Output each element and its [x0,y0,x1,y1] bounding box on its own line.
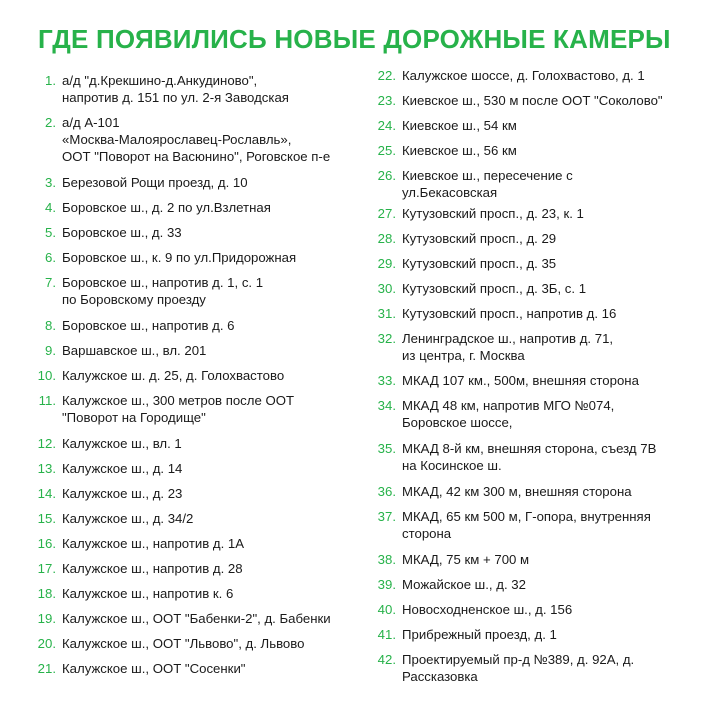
item-number: 40. [377,602,396,617]
list-item [20,114,330,165]
item-address: МКАД 48 км, напротив МГО №074, Боровское шоссе, [402,398,615,430]
list-item [20,460,182,477]
item-address: Прибрежный проезд, д. 1 [402,627,557,642]
item-number: 23. [377,93,396,108]
list-item [362,230,556,247]
item-address: Кутузовский просп., д. 29 [402,231,557,246]
list-item [20,635,304,652]
list-item [362,372,639,389]
list-item [362,167,573,201]
item-number: 32. [377,331,396,346]
item-address: Ленинградское ш., напротив д. 71, из центра, г. Москва [402,331,614,363]
item-number: 9. [45,343,56,358]
item-address: Калужское ш., напротив д. 28 [62,561,243,576]
list-item [20,535,244,552]
list-item [362,483,632,500]
item-address: Боровское ш., д. 2 по ул.Взлетная [62,200,271,215]
list-item [20,224,182,241]
list-item [362,440,656,474]
list-item [362,142,517,159]
item-address: Калужское ш., ООТ "Бабенки-2", д. Бабенки [62,611,331,626]
list-item [362,92,663,109]
item-number: 30. [377,281,396,296]
list-item [20,510,193,527]
item-number: 8. [45,318,56,333]
item-number: 10. [37,368,56,383]
list-item [362,626,557,643]
item-number: 13. [37,461,56,476]
item-number: 19. [37,611,56,626]
item-address: Кутузовский просп., д. 23, к. 1 [402,206,584,221]
item-number: 24. [377,118,396,133]
item-number: 11. [38,393,56,408]
item-address: МКАД 107 км., 500м, внешняя сторона [402,373,639,388]
item-address: Новосходненское ш., д. 156 [402,602,573,617]
item-address: МКАД, 65 км 500 м, Г-опора, внутренняя сторона [402,509,651,541]
list-item [362,651,634,685]
item-address: Калужское ш., ООТ "Сосенки" [62,661,246,676]
list-item [362,205,584,222]
item-number: 20. [37,636,56,651]
item-address: Калужское ш., напротив д. 1А [62,536,245,551]
item-number: 14. [37,486,56,501]
list-item [362,305,616,322]
item-number: 16. [37,536,56,551]
item-address: Кутузовский просп., напротив д. 16 [402,306,617,321]
item-number: 15. [37,511,56,526]
item-address: МКАД, 75 км + 700 м [402,552,530,567]
item-address: Калужское ш., д. 23 [62,486,183,501]
item-number: 3. [45,175,56,190]
item-address: Калужское ш., ООТ "Львово", д. Львово [62,636,305,651]
list-item [20,392,294,426]
list-item [362,576,526,593]
item-number: 5. [45,225,56,240]
item-address: Калужское ш., д. 14 [62,461,183,476]
item-number: 29. [377,256,396,271]
item-address: Кутузовский просп., д. 35 [402,256,557,271]
item-number: 39. [377,577,396,592]
list-item [362,397,614,431]
item-address: Кутузовский просп., д. 3Б, с. 1 [402,281,587,296]
item-number: 34. [377,398,396,413]
list-item [362,67,645,84]
item-address: Калужское ш. д. 25, д. Голохвастово [62,368,285,383]
item-number: 7. [45,275,56,290]
item-address: МКАД 8-й км, внешняя сторона, съезд 7В на Косинское ш. [402,441,657,473]
list-item [20,560,243,577]
item-number: 35. [377,441,396,456]
item-address: Березовой Рощи проезд, д. 10 [62,175,248,190]
list-item [20,485,182,502]
item-number: 2. [45,115,56,130]
item-address: а/д "д.Крекшино-д.Анкудиново", напротив д. 151 по ул. 2-я Заводская [62,73,289,105]
item-address: Калужское ш., д. 34/2 [62,511,194,526]
item-address: Калужское ш., напротив к. 6 [62,586,234,601]
item-address: Боровское ш., к. 9 по ул.Придорожная [62,250,297,265]
item-address: Киевское ш., пересечение с ул.Бекасовская [402,168,573,200]
item-number: 17. [37,561,56,576]
item-address: Боровское ш., д. 33 [62,225,182,240]
item-number: 12. [37,436,56,451]
list-item [20,610,331,627]
item-number: 26. [377,168,396,183]
list-item [20,72,289,106]
list-item [20,174,248,191]
list-item [20,317,235,334]
item-address: Можайское ш., д. 32 [402,577,526,592]
item-address: Боровское ш., напротив д. 1, с. 1 по Боровскому проезду [62,275,264,307]
list-item [20,435,182,452]
item-address: Проектируемый пр-д №389, д. 92А, д. Рассказовка [402,652,635,684]
list-item [20,199,271,216]
list-item [362,280,586,297]
item-address: Варшавское ш., вл. 201 [62,343,207,358]
list-item [362,601,572,618]
item-address: Калужское ш., 300 метров после ООТ "Поворот на Городище" [62,393,295,425]
item-address: Калужское шоссе, д. Голохвастово, д. 1 [402,68,645,83]
item-address: Калужское ш., вл. 1 [62,436,182,451]
item-number: 1. [45,73,56,88]
list-item [20,342,206,359]
item-number: 28. [377,231,396,246]
item-number: 42. [377,652,396,667]
item-address: Киевское ш., 530 м после ООТ "Соколово" [402,93,663,108]
item-address: а/д А-101 «Москва-Малоярославец-Рославль», ООТ "Поворот на Васюнино", Роговское п-е [62,115,331,164]
item-number: 41. [377,627,396,642]
page-title: ГДЕ ПОЯВИЛИСЬ НОВЫЕ ДОРОЖНЫЕ КАМЕРЫ [38,24,671,54]
list-item [20,660,246,677]
item-number: 25. [377,143,396,158]
item-number: 31. [377,306,396,321]
list-item [20,367,284,384]
item-number: 38. [377,552,396,567]
list-item [362,330,613,364]
item-number: 33. [377,373,396,388]
list-item [20,274,263,308]
item-number: 37. [377,509,396,524]
item-address: Киевское ш., 56 км [402,143,517,158]
item-number: 27. [377,206,396,221]
item-address: Боровское ш., напротив д. 6 [62,318,235,333]
item-number: 4. [45,200,56,215]
list-item [362,117,517,134]
list-item [362,551,529,568]
item-number: 18. [37,586,56,601]
item-number: 6. [45,250,56,265]
list-item [362,508,651,542]
list-item [362,255,556,272]
item-number: 22. [377,68,396,83]
item-number: 21. [37,661,56,676]
list-item [20,249,296,266]
item-address: МКАД, 42 км 300 м, внешняя сторона [402,484,632,499]
item-address: Киевское ш., 54 км [402,118,517,133]
item-number: 36. [377,484,396,499]
list-item [20,585,233,602]
